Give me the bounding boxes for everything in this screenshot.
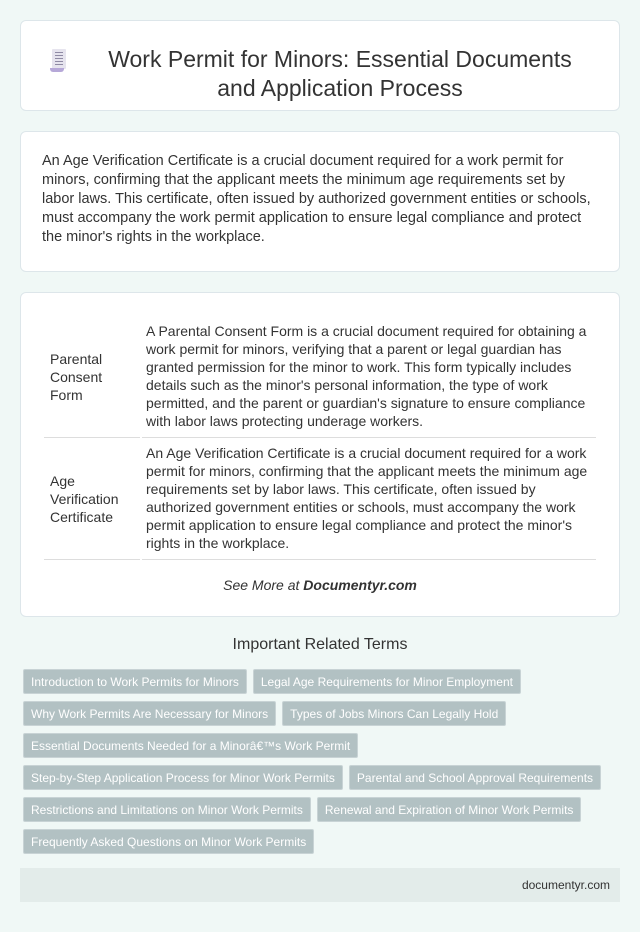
- related-terms-heading: Important Related Terms: [232, 636, 408, 653]
- summary-text: An Age Verification Certificate is a crucial document required for a work permit for minors, confirming that the applicant meets the minimum age requirements set by labor laws. This certificate, often issued by authorized government entities or schools, must accompany the work permit application to ensure legal compliance and protect the minor's rights in the workplace.: [42, 153, 591, 245]
- see-more-link[interactable]: Documentyr.com: [303, 577, 417, 593]
- table-row: [44, 438, 596, 560]
- documents-table: [42, 316, 598, 560]
- related-term-tag[interactable]: Essential Documents Needed for a Minorâ€™s Work Permit: [23, 733, 358, 758]
- document-scroll-icon: [50, 49, 68, 73]
- related-term-tag[interactable]: Types of Jobs Minors Can Legally Hold: [282, 701, 506, 726]
- see-more-prefix: See More at: [223, 577, 304, 593]
- related-term-tag[interactable]: Parental and School Approval Requirements: [349, 765, 601, 790]
- description-cell: An Age Verification Certificate is a crucial document required for a work permit for minors, confirming that the applicant meets the minimum age requirements set by labor laws. This certificate, often issued by authorized government entities or schools, must accompany the work permit application to ensure legal compliance and protect the minor's rights in the workplace.: [142, 438, 596, 560]
- see-more: [21, 577, 619, 593]
- documents-table-card: [20, 292, 620, 617]
- description-cell: A Parental Consent Form is a crucial document required for obtaining a work permit for minors, verifying that a parent or legal guardian has granted permission for the minor to work. This form typically includes details such as the minor's personal information, the type of work permitted, and the parent or guardian's signature to ensure compliance with labor laws protecting underage workers.: [142, 316, 596, 438]
- related-terms-list: [23, 669, 613, 854]
- related-term-tag[interactable]: Why Work Permits Are Necessary for Minors: [23, 701, 276, 726]
- footer-site[interactable]: documentyr.com: [521, 878, 610, 892]
- term-cell: Age Verification Certificate: [44, 438, 140, 560]
- related-term-tag[interactable]: Legal Age Requirements for Minor Employment: [253, 669, 521, 694]
- term-cell: Parental Consent Form: [44, 316, 140, 438]
- related-term-tag[interactable]: Renewal and Expiration of Minor Work Permits: [317, 797, 582, 822]
- related-term-tag[interactable]: Step-by-Step Application Process for Minor Work Permits: [23, 765, 343, 790]
- footer: [20, 868, 620, 902]
- related-term-tag[interactable]: Restrictions and Limitations on Minor Work Permits: [23, 797, 311, 822]
- header-card: [20, 20, 620, 111]
- table-row: [44, 316, 596, 438]
- related-term-tag[interactable]: Frequently Asked Questions on Minor Work Permits: [23, 829, 314, 854]
- page-title: Work Permit for Minors: Essential Documents and Application Process: [108, 46, 572, 101]
- related-term-tag[interactable]: Introduction to Work Permits for Minors: [23, 669, 247, 694]
- summary-card: [20, 131, 620, 272]
